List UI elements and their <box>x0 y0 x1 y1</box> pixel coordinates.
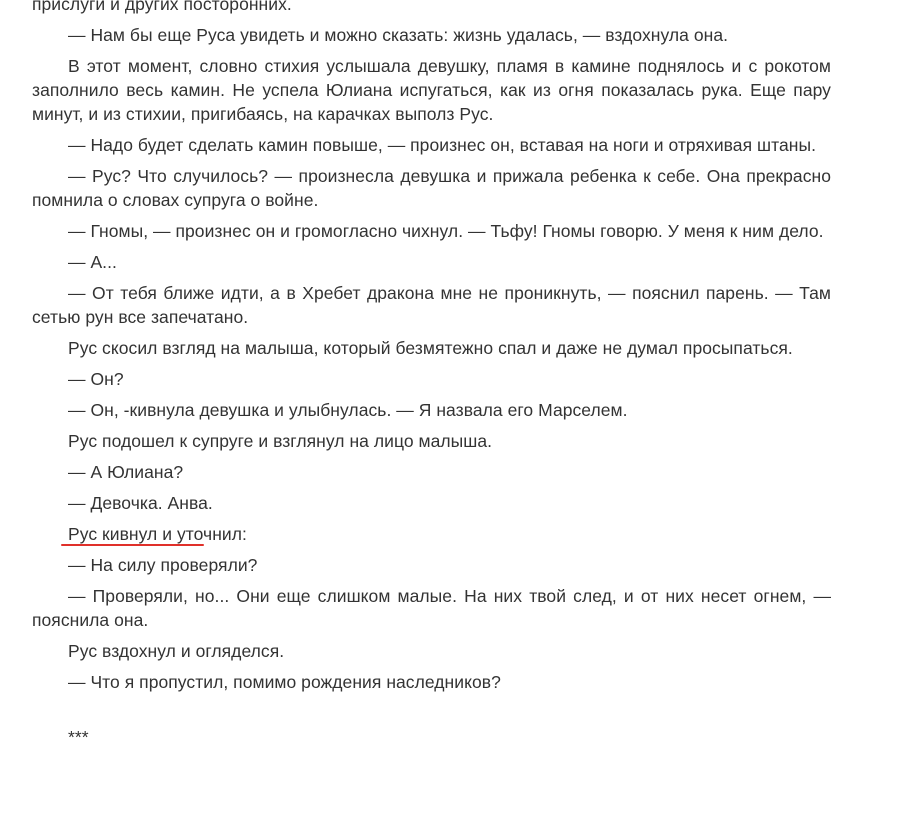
paragraph: — Он? <box>68 369 124 389</box>
section-separator: *** <box>68 727 89 747</box>
paragraph: — На силу проверяли? <box>68 555 258 575</box>
document-body <box>32 0 831 756</box>
paragraph: В этот момент, словно стихия услышала девушку, пламя в камине поднялось и с рокотом заполнило весь камин. Не успела Юлиана испугаться, как из огня показалась рука. Еще пару минут, и из стихии, пригибаясь, на карачках выполз Рус. <box>32 56 831 124</box>
spellcheck-underline <box>61 544 204 546</box>
paragraph: — Надо будет сделать камин повыше, — произнес он, вставая на ноги и отряхивая штаны. <box>68 135 817 155</box>
paragraph: — Гномы, — произнес он и громогласно чихнул. — Тьфу! Гномы говорю. У меня к ним дело. <box>68 221 824 241</box>
paragraph: — А... <box>68 252 117 272</box>
paragraph: Рус подошел к супруге и взглянул на лицо малыша. <box>68 431 493 451</box>
paragraph: Рус вздохнул и огляделся. <box>68 641 285 661</box>
paragraph: — Девочка. Анва. <box>68 493 213 513</box>
paragraph: Рус кивнул и уточнил: <box>68 524 247 544</box>
paragraph: — Он, -кивнула девушка и улыбнулась. — Я назвала его Марселем. <box>68 400 628 420</box>
paragraph: — Рус? Что случилось? — произнесла девушка и прижала ребенка к себе. Она прекрасно помнила о словах супруга о войне. <box>32 166 831 210</box>
paragraph: — От тебя ближе идти, а в Хребет дракона мне не проникнуть, — пояснил парень. — Там сетью рун все запечатано. <box>32 283 831 327</box>
paragraph-highlighted: — А Юлиана? <box>68 462 184 482</box>
paragraph: — Проверяли, но... Они еще слишком малые. На них твой след, и от них несет огнем, — пояснила она. <box>32 586 831 630</box>
paragraph: Рус скосил взгляд на малыша, который безмятежно спал и даже не думал просыпаться. <box>68 338 793 358</box>
paragraph: — Что я пропустил, помимо рождения наследников? <box>68 672 501 692</box>
paragraph: — Нам бы еще Руса увидеть и можно сказать: жизнь удалась, — вздохнула она. <box>68 25 729 45</box>
paragraph: прислуги и других посторонних. <box>32 0 292 14</box>
